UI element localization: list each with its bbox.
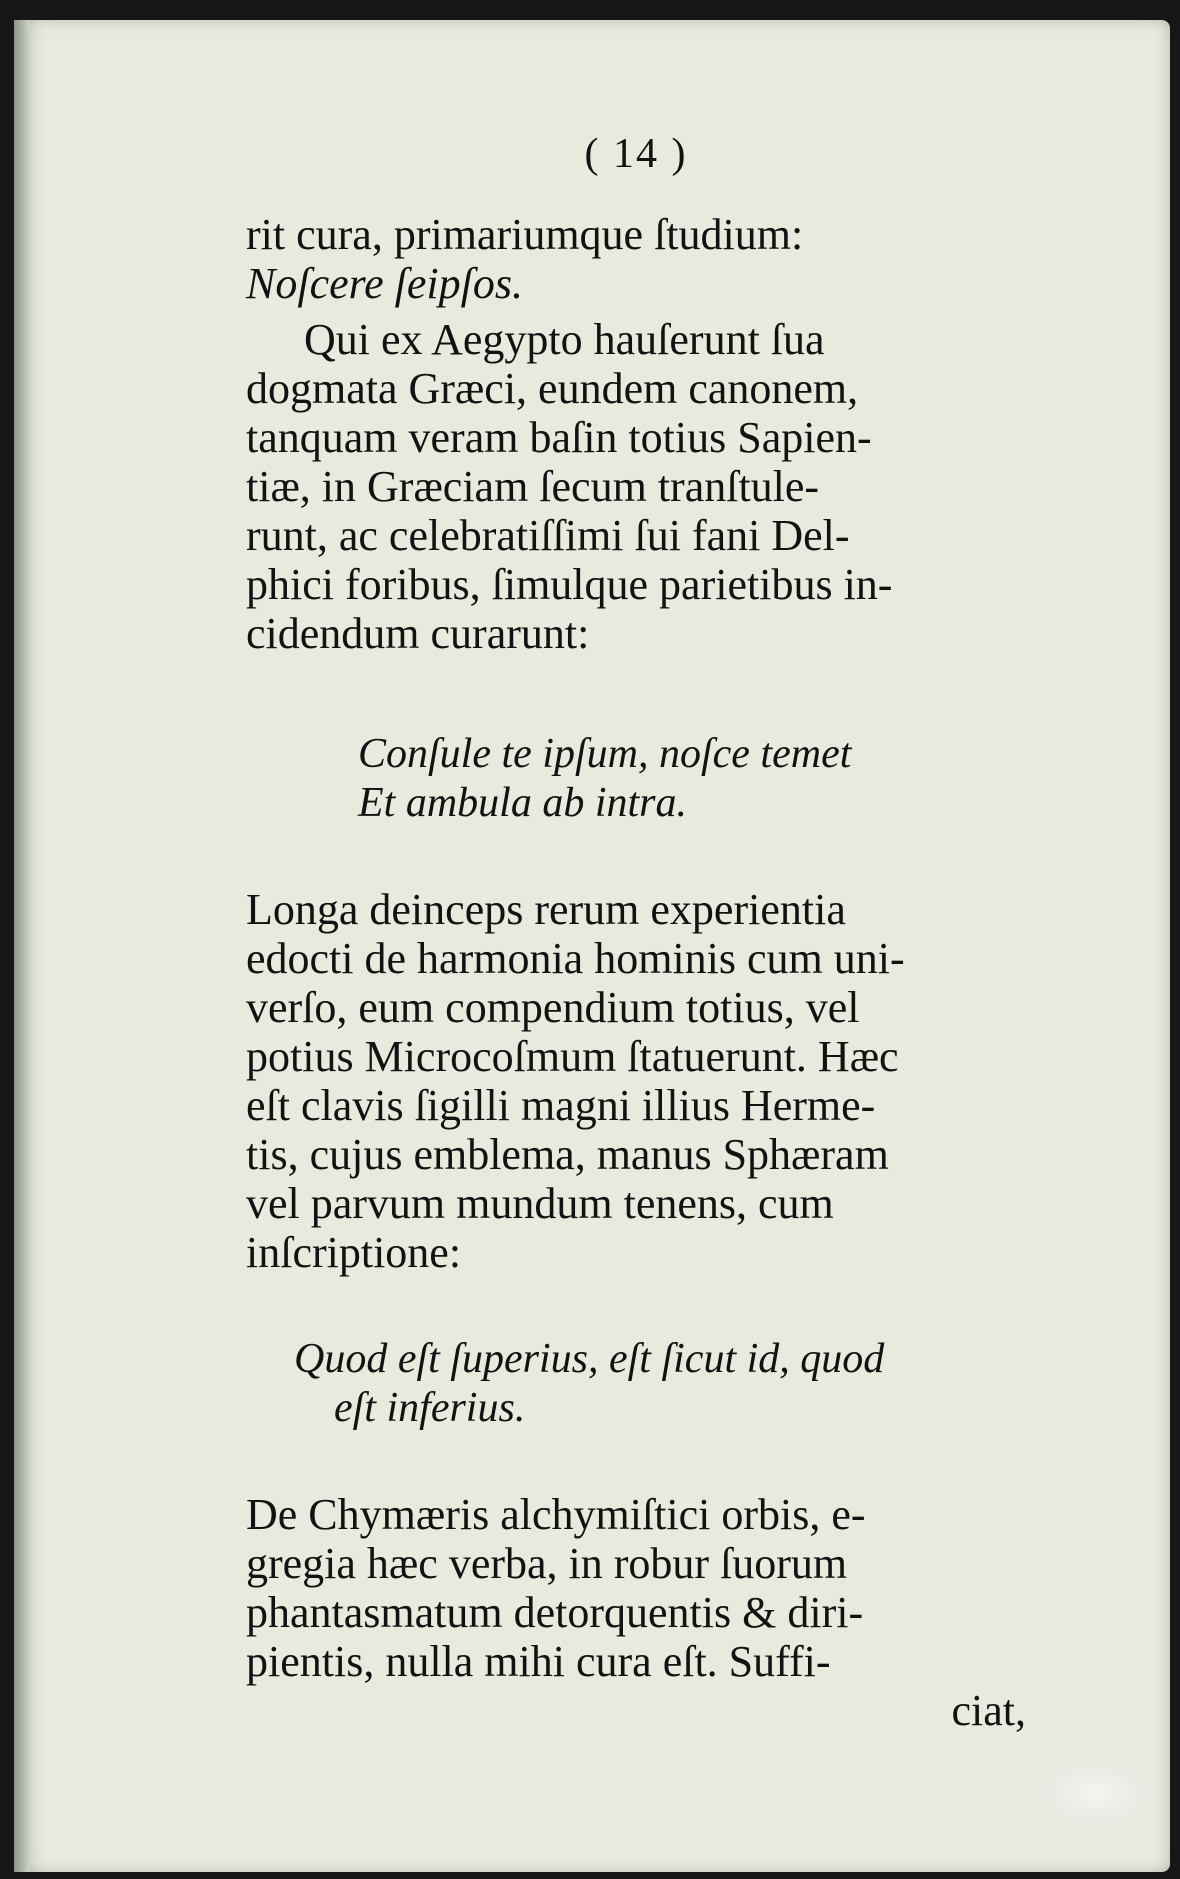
text-line: tis, cujus emblema, manus Sphæram [246,1130,889,1179]
text-line: cidendum curarunt: [246,609,590,658]
text-line: phantasmatum detorquentis & diri- [246,1588,864,1637]
verse-quote-2 [294,1335,884,1433]
verse-line: Conſule te ipſum, noſce temet [358,731,852,777]
page-number: ( 14 ) [584,131,688,177]
verse-quote-1 [358,730,851,828]
verse-line: Quod eſt ſuperius, eſt ſicut id, quod [294,1336,885,1382]
text-line: potius Microcoſmum ſtatuerunt. Hæc [246,1032,899,1081]
verse-line: eſt inferius. [334,1385,526,1431]
text-line: tiæ, in Græciam ſecum tranſtule- [246,462,820,511]
paragraph-3 [246,1490,1026,1735]
text-line: Longa deinceps rerum experientia [246,885,846,934]
text-line: dogmata Græci, eundem canonem, [246,364,859,413]
text-line: phici foribus, ſimulque parietibus in- [246,560,893,609]
catchword: ciat, [951,1686,1026,1735]
text-line: eſt clavis ſigilli magni illius Herme- [246,1081,876,1130]
text-line-italic: Noſcere ſeipſos. [246,259,523,308]
paragraph-continuation [246,210,1026,308]
paragraph-1 [246,315,1026,658]
page-gutter-shadow [14,20,30,1872]
text-line: Qui ex Aegypto hauſerunt ſua [304,315,825,364]
text-line: tanquam veram baſin totius Sapien- [246,413,872,462]
text-line: verſo, eum compendium totius, vel [246,983,860,1032]
text-line: De Chymæris alchymiſtici orbis, e- [246,1490,866,1539]
text-line: gregia hæc verba, in robur ſuorum [246,1539,848,1588]
text-line: pientis, nulla mihi cura eſt. Suffi- [246,1637,831,1686]
paragraph-2 [246,885,1026,1277]
text-line: runt, ac celebratiſſimi ſui fani Del- [246,511,850,560]
text-line: rit cura, primariumque ſtudium: [246,210,804,259]
paper-stain [1032,1758,1160,1830]
text-line: edocti de harmonia hominis cum uni- [246,934,905,983]
text-line: inſcriptione: [246,1228,462,1277]
text-line: vel parvum mundum tenens, cum [246,1179,834,1228]
verse-line: Et ambula ab intra. [358,780,688,826]
